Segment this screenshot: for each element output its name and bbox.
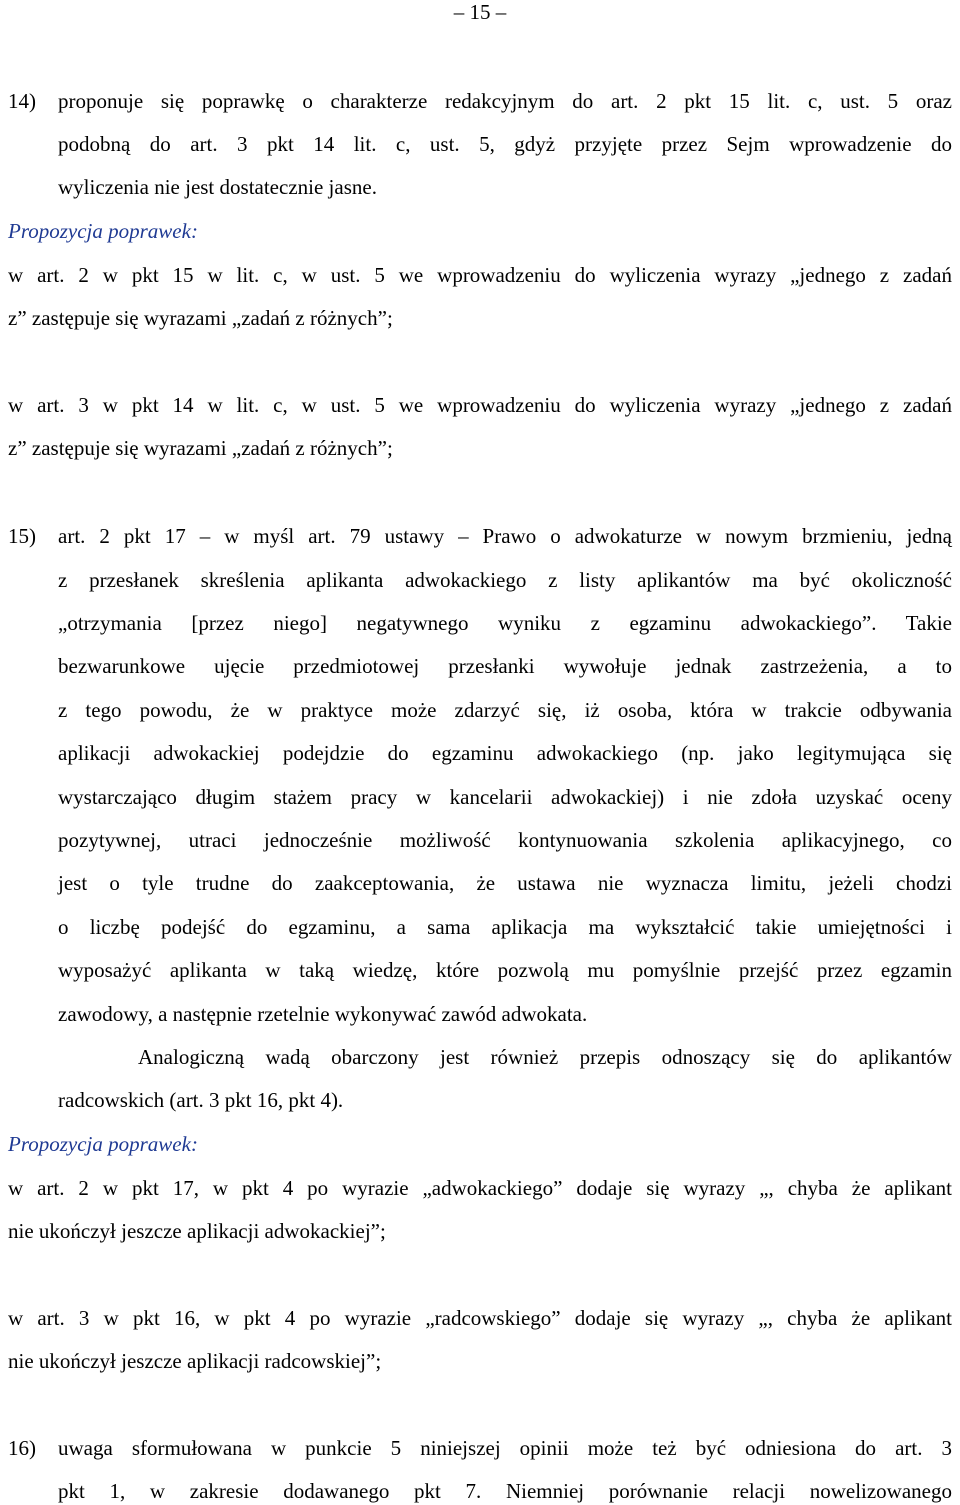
item-16-line: uwaga sformułowana w punkcie 5 niniejszej opinii może też być odniesiona do art. 3 <box>58 1436 952 1460</box>
item-15-paragraph-2: Analogiczną wadą obarczony jest również przepis odnoszący się do aplikantów <box>138 1045 952 1069</box>
item-14-line: podobną do art. 3 pkt 14 lit. c, ust. 5, gdyż przyjęte przez Sejm wprowadzenie do <box>58 132 952 156</box>
item-15-line: aplikacji adwokackiej podejdzie do egzaminu adwokackiego (np. jako legitymująca się <box>58 741 952 765</box>
amendment-line: nie ukończył jeszcze aplikacji radcowskiej”; <box>8 1349 382 1373</box>
item-15-line: wystarczająco długim stażem pracy w kancelarii adwokackiej) i nie zdoła uzyskać oceny <box>58 785 952 809</box>
item-15-line: o liczbę podejść do egzaminu, a sama aplikacja ma wykształcić takie umiejętności i <box>58 915 952 939</box>
amendment-line: w art. 2 w pkt 15 w lit. c, w ust. 5 we wprowadzeniu do wyliczenia wyrazy „jednego z zadań <box>8 263 952 287</box>
item-14-line: wyliczenia nie jest dostatecznie jasne. <box>58 175 377 199</box>
page-number: – 15 – <box>453 0 507 24</box>
item-15-number: 15) <box>8 524 36 548</box>
item-15-line: „otrzymania [przez niego] negatywnego wyniku z egzaminu adwokackiego”. Takie <box>58 611 952 635</box>
item-15-line: bezwarunkowe ujęcie przedmiotowej przesłanki wywołuje jednak zastrzeżenia, a to <box>58 654 952 678</box>
item-15-line: jest o tyle trudne do zaakceptowania, że ustawa nie wyznacza limitu, jeżeli chodzi <box>58 871 952 895</box>
amendment-line: w art. 3 w pkt 16, w pkt 4 po wyrazie „radcowskiego” dodaje się wyrazy „, chyba że aplikant <box>8 1306 952 1330</box>
item-15-line: wyposażyć aplikanta w taką wiedzę, które pozwolą mu pomyślnie przejść przez egzamin <box>58 958 952 982</box>
amendment-line: w art. 2 w pkt 17, w pkt 4 po wyrazie „adwokackiego” dodaje się wyrazy „, chyba że aplikant <box>8 1176 952 1200</box>
amendment-line: z” zastępuje się wyrazami „zadań z różnych”; <box>8 436 393 460</box>
item-15-paragraph-2: radcowskich (art. 3 pkt 16, pkt 4). <box>58 1088 344 1112</box>
proposal-header: Propozycja poprawek: <box>8 219 198 243</box>
proposal-header: Propozycja poprawek: <box>8 1132 198 1156</box>
item-15-line: z tego powodu, że w praktyce może zdarzyć się, iż osoba, która w trakcie odbywania <box>58 698 952 722</box>
item-15-line: z przesłanek skreślenia aplikanta adwokackiego z listy aplikantów ma być okoliczność <box>58 568 952 592</box>
item-16-number: 16) <box>8 1436 36 1460</box>
amendment-line: z” zastępuje się wyrazami „zadań z różnych”; <box>8 306 393 330</box>
item-14-line: proponuje się poprawkę o charakterze redakcyjnym do art. 2 pkt 15 lit. c, ust. 5 oraz <box>58 89 952 113</box>
item-15-line: pozytywnej, utraci jednocześnie możliwość kontynuowania szkolenia aplikacyjnego, co <box>58 828 952 852</box>
item-15-line: zawodowy, a następnie rzetelnie wykonywać zawód adwokata. <box>58 1002 588 1026</box>
amendment-line: nie ukończył jeszcze aplikacji adwokackiej”; <box>8 1219 386 1243</box>
amendment-line: w art. 3 w pkt 14 w lit. c, w ust. 5 we wprowadzeniu do wyliczenia wyrazy „jednego z zadań <box>8 393 952 417</box>
item-15-line: art. 2 pkt 17 – w myśl art. 79 ustawy – Prawo o adwokaturze w nowym brzmieniu, jedną <box>58 524 952 548</box>
item-14-number: 14) <box>8 89 36 113</box>
item-16-line: pkt 1, w zakresie dodawanego pkt 7. Niemniej porównanie relacji nowelizowanego <box>58 1479 952 1503</box>
